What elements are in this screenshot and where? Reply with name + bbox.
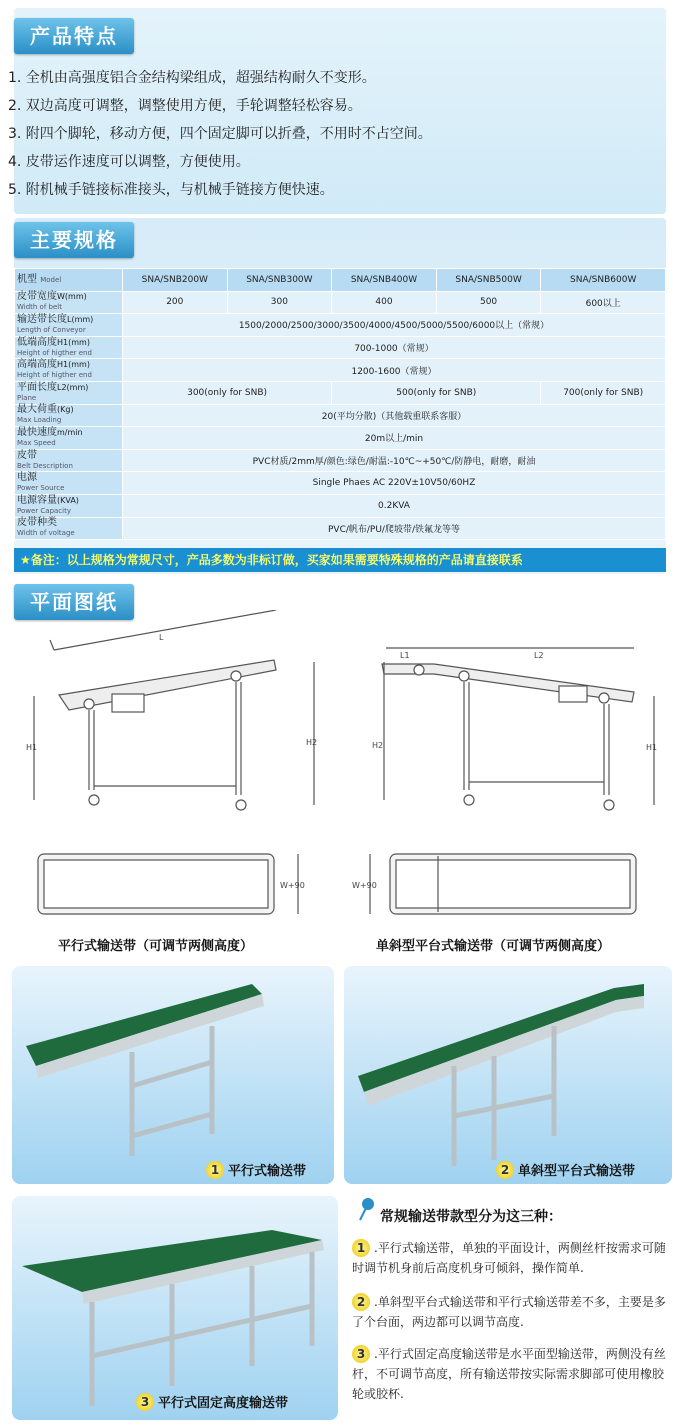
- dim-w90-right-label: W+90: [352, 881, 377, 890]
- spec-cell: PVC材质/2mm厚/颜色:绿色/耐温:-10℃~+50℃/防静电，耐磨，耐油: [123, 449, 666, 472]
- photo-inclined-conveyor: [344, 966, 672, 1184]
- feature-item: 5. 附机械手链接标准接头，与机械手链接方便快速。: [8, 182, 334, 198]
- spec-cell: 500: [436, 291, 541, 314]
- spec-row: [15, 449, 666, 472]
- spec-label: 电源 Power Source: [15, 472, 123, 495]
- feature-item: 4. 皮带运作速度可以调整，方便使用。: [8, 154, 250, 170]
- photo-parallel-conveyor: [12, 966, 334, 1184]
- spec-label: 机型 Model: [15, 269, 123, 292]
- spec-row: [15, 472, 666, 495]
- model-cell: SNA/SNB400W: [332, 269, 437, 292]
- photo2-label: 2 单斜型平台式输送带: [496, 1160, 635, 1179]
- photo1-label: 1 平行式输送带: [206, 1160, 306, 1179]
- parallel-conveyor-illustration: [12, 966, 334, 1184]
- spec-cell: 700-1000（常规）: [123, 336, 666, 359]
- feature-item: 2. 双边高度可调整，调整使用方便，手轮调整轻松容易。: [8, 98, 362, 114]
- dim-w90-left-label: W+90: [280, 881, 305, 890]
- drawing-top-views: [14, 846, 666, 926]
- spec-cell: 700(only for SNB): [541, 381, 666, 404]
- spec-row: [15, 404, 666, 427]
- spec-cell: 200: [123, 291, 228, 314]
- spec-label: 皮带宽度W(mm) Width of belt: [15, 291, 123, 314]
- pin-icon: [356, 1196, 378, 1222]
- spec-cell: 20m以上/min: [123, 427, 666, 450]
- spec-label: 低端高度H1(mm) Height of higther end: [15, 336, 123, 359]
- spec-cell: Single Phaes AC 220V±10V50/60HZ: [123, 472, 666, 495]
- spec-cell: 0.2KVA: [123, 494, 666, 517]
- spec-table: [14, 268, 666, 540]
- spec-label: 皮带种类 Width of voltage: [15, 517, 123, 540]
- model-cell: SNA/SNB600W: [541, 269, 666, 292]
- spec-label: 平面长度L2(mm) Plane: [15, 381, 123, 404]
- spec-row: [15, 517, 666, 540]
- spec-cell: 400: [332, 291, 437, 314]
- photo-fixed-height-conveyor: [12, 1196, 338, 1420]
- feature-item: 1. 全机由高强度铝合金结构梁组成，超强结构耐久不变形。: [8, 70, 376, 86]
- dim-H2-left-label: H2: [306, 738, 318, 747]
- dim-H2-right-label: H2: [372, 741, 384, 750]
- type-item-2: 2 .单斜型平台式输送带和平行式输送带差不多，主要是多了个台面，两边都可以调节高度.: [352, 1295, 666, 1329]
- drawing-right-caption: 单斜型平台式输送带（可调节两侧高度）: [376, 939, 611, 954]
- specs-title: 主要规格: [14, 222, 134, 258]
- model-cell: SNA/SNB500W: [436, 269, 541, 292]
- inclined-conveyor-illustration: [344, 966, 672, 1184]
- spec-cell: 500(only for SNB): [332, 381, 541, 404]
- types-title: 常规输送带款型分为这三种：: [380, 1209, 562, 1225]
- spec-row: [15, 359, 666, 382]
- drawing-left-caption: 平行式输送带（可调节两侧高度）: [58, 939, 254, 954]
- spec-cell: PVC/帆布/PU/爬坡带/铁氟龙等等: [123, 517, 666, 540]
- spec-label: 皮带 Belt Description: [15, 449, 123, 472]
- model-cell: SNA/SNB300W: [227, 269, 332, 292]
- spec-row: [15, 427, 666, 450]
- type-item-3: 3 .平行式固定高度输送带是水平面型输送带，两侧没有丝杆，不可调节高度，所有输送带按实际需求脚部可使用橡胶轮或胶杯.: [352, 1347, 666, 1401]
- dim-L-label: L: [159, 633, 164, 642]
- spec-label: 最大荷重(Kg) Max Loading: [15, 404, 123, 427]
- photo3-label: 3 平行式固定高度输送带: [136, 1392, 288, 1411]
- spec-row: [15, 314, 666, 337]
- dim-H1-right-label: H1: [646, 743, 658, 752]
- spec-cell: 1500/2000/2500/3000/3500/4000/4500/5000/5500/6000以上（常规）: [123, 314, 666, 337]
- dim-L1-label: L1: [400, 651, 410, 660]
- drawing-side-views: [14, 610, 666, 820]
- spec-row: [15, 381, 666, 404]
- fixed-height-conveyor-illustration: [12, 1196, 338, 1420]
- spec-row: [15, 336, 666, 359]
- dim-L2-label: L2: [534, 651, 544, 660]
- feature-item: 3. 附四个脚轮，移动方便，四个固定脚可以折叠，不用时不占空间。: [8, 126, 432, 142]
- drawings-title: 平面图纸: [14, 584, 134, 620]
- features-title: 产品特点: [14, 18, 134, 54]
- model-cell: SNA/SNB200W: [123, 269, 228, 292]
- spec-cell: 20(平均分散)（其他载重联系客服）: [123, 404, 666, 427]
- dim-H1-left-label: H1: [26, 743, 38, 752]
- spec-cell: 600以上: [541, 291, 666, 314]
- features-list: [8, 64, 432, 204]
- spec-cell: 300(only for SNB): [123, 381, 332, 404]
- spec-label: 电源容量(KVA) Power Capacity: [15, 494, 123, 517]
- spec-row: [15, 291, 666, 314]
- spec-header-row: [15, 269, 666, 292]
- spec-label: 高端高度H1(mm) Height of higther end: [15, 359, 123, 382]
- spec-cell: 300: [227, 291, 332, 314]
- spec-row: [15, 494, 666, 517]
- spec-note: ★备注：以上规格为常规尺寸，产品多数为非标订做，买家如果需要特殊规格的产品请直接联系: [14, 548, 666, 572]
- spec-label: 最快速度m/min Max Speed: [15, 427, 123, 450]
- type-item-1: 1 .平行式输送带，单独的平面设计，两侧丝杆按需求可随时调节机身前后高度机身可倾斜，操作简单.: [352, 1241, 666, 1275]
- spec-label: 输送带长度L(mm) Length of Conveyor: [15, 314, 123, 337]
- spec-cell: 1200-1600（常规）: [123, 359, 666, 382]
